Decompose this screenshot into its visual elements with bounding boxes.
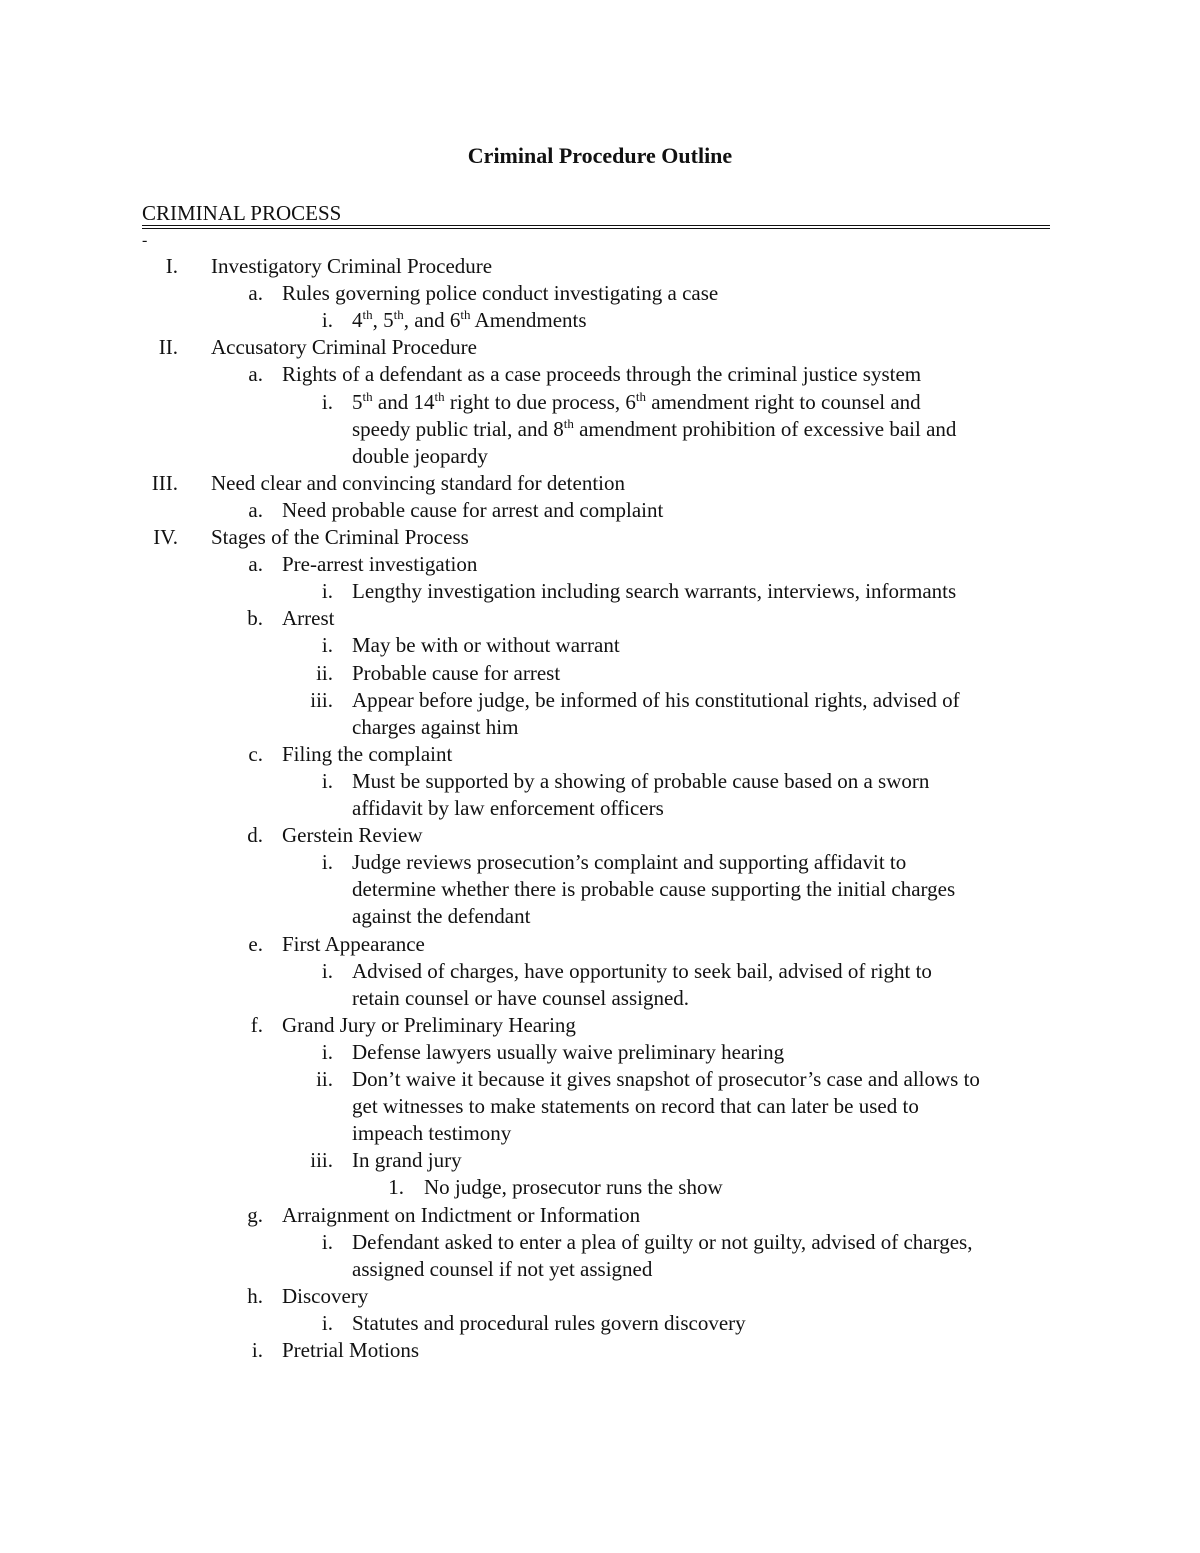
outline-line [0, 443, 1200, 470]
text-segment: 5 [352, 389, 363, 414]
text-segment: Pre-arrest investigation [282, 552, 478, 577]
text-segment: determine whether there is probable cause supporting the initial charges [352, 877, 956, 902]
outline-text [282, 822, 423, 849]
text-segment: Probable cause for arrest [352, 660, 561, 685]
text-segment: Appear before judge, be informed of his constitutional rights, advised of [352, 687, 960, 712]
outline-text [352, 985, 689, 1012]
text-segment: amendment prohibition of excessive bail and [573, 416, 957, 441]
outline-marker: d. [247, 823, 263, 848]
outline-text [352, 714, 518, 741]
outline-text [352, 1120, 511, 1147]
outline-marker: ii. [316, 1067, 333, 1091]
text-segment: First Appearance [282, 931, 425, 956]
text-segment: retain counsel or have counsel assigned. [352, 985, 690, 1010]
outline-marker: h. [247, 1283, 263, 1308]
section-heading: CRIMINAL PROCESS [142, 199, 1050, 229]
text-segment: amendment right to counsel and [646, 389, 921, 414]
ordinal-suffix: th [393, 307, 404, 323]
outline-text [352, 1093, 919, 1120]
text-segment: Stages of the Criminal Process [211, 525, 469, 549]
outline-line [0, 1012, 1200, 1039]
outline-line [0, 578, 1200, 605]
outline-line [0, 1310, 1200, 1337]
outline-line [0, 931, 1200, 958]
outline-marker: I. [165, 254, 178, 278]
page-title: Criminal Procedure Outline [467, 143, 733, 168]
outline-line [0, 741, 1200, 768]
ordinal-suffix: th [434, 388, 445, 404]
text-segment: Need clear and convincing standard for detention [211, 470, 626, 495]
outline-marker: 1. [388, 1175, 404, 1200]
outline-line [0, 849, 1200, 876]
outline-marker: iii. [310, 687, 333, 712]
text-segment: Filing the complaint [282, 741, 453, 766]
outline-line [0, 1174, 1200, 1201]
outline-text [352, 1039, 784, 1066]
outline-marker: i. [251, 1338, 263, 1362]
ordinal-suffix: th [563, 415, 574, 431]
text-segment: and 14 [372, 389, 435, 414]
outline-text [282, 931, 425, 958]
ordinal-suffix: th [362, 388, 373, 404]
text-segment: Statutes and procedural rules govern discovery [352, 1310, 746, 1335]
outline-marker: i. [321, 579, 333, 604]
outline-line [0, 361, 1200, 388]
text-segment: Rights of a defendant as a case proceeds through the criminal justice system [282, 362, 922, 387]
outline-text [352, 389, 921, 416]
outline-text [211, 253, 492, 280]
outline-text [211, 470, 625, 497]
text-segment: Advised of charges, have opportunity to seek bail, advised of right to [352, 958, 932, 983]
text-segment: No judge, prosecutor runs the show [424, 1175, 723, 1200]
text-segment: Don’t waive it because it gives snapshot of prosecutor’s case and allows to [352, 1067, 980, 1091]
outline-text [352, 1256, 652, 1283]
outline-marker: i. [321, 1310, 333, 1335]
outline-text [352, 416, 956, 443]
outline-marker: i. [321, 958, 333, 983]
text-segment: Lengthy investigation including search warrants, interviews, informants [352, 579, 957, 604]
text-segment: affidavit by law enforcement officers [352, 796, 664, 820]
outline-text [282, 1283, 368, 1310]
outline-text [352, 795, 664, 822]
outline-line [0, 1066, 1200, 1093]
outline-line [0, 280, 1200, 307]
outline-line [0, 389, 1200, 416]
outline-text [282, 1337, 419, 1364]
outline-line [0, 1093, 1200, 1120]
outline-line [0, 1283, 1200, 1310]
text-segment: right to due process, 6 [444, 389, 636, 414]
ordinal-suffix: th [635, 388, 646, 404]
outline-line [0, 714, 1200, 741]
outline-marker: i. [321, 1039, 333, 1064]
text-segment: Must be supported by a showing of probable cause based on a sworn [352, 768, 930, 793]
outline-text [424, 1174, 723, 1201]
outline-marker: II. [158, 335, 178, 360]
text-segment: assigned counsel if not yet assigned [352, 1256, 653, 1281]
outline-marker: e. [248, 931, 263, 956]
text-segment: speedy public trial, and 8 [352, 416, 564, 441]
outline-text [352, 687, 960, 714]
outline-line [0, 334, 1200, 361]
outline-marker: ii. [316, 660, 333, 685]
outline-line [0, 470, 1200, 497]
text-segment: Defense lawyers usually waive preliminary hearing [352, 1039, 785, 1064]
text-segment: Arrest [282, 606, 335, 631]
outline-text [352, 307, 587, 334]
outline-text [211, 524, 469, 551]
outline-line [0, 551, 1200, 578]
outline-line [0, 605, 1200, 632]
outline-line [0, 497, 1200, 524]
text-segment: Amendments [470, 308, 587, 333]
text-segment: Rules governing police conduct investigating a case [282, 281, 719, 306]
outline-text [352, 849, 906, 876]
outline-marker: i. [321, 308, 333, 333]
outline-text [352, 768, 929, 795]
outline-marker: g. [247, 1202, 263, 1227]
outline-line [0, 524, 1200, 551]
text-segment: Arraignment on Indictment or Information [282, 1202, 641, 1227]
outline-line [0, 1039, 1200, 1066]
outline-text [352, 660, 560, 687]
outline-marker: f. [250, 1012, 263, 1037]
outline-line [0, 795, 1200, 822]
outline-text [352, 1310, 746, 1337]
outline-line [0, 1147, 1200, 1174]
ordinal-suffix: th [362, 307, 373, 323]
ordinal-suffix: th [460, 307, 471, 323]
text-segment: Grand Jury or Preliminary Hearing [282, 1012, 576, 1037]
outline-line [0, 822, 1200, 849]
text-segment: Accusatory Criminal Procedure [211, 335, 477, 360]
outline-text [352, 1147, 462, 1174]
outline-marker: IV. [153, 525, 178, 549]
outline-line [0, 958, 1200, 985]
outline-line [0, 876, 1200, 903]
text-segment: , and 6 [403, 308, 461, 333]
outline-line [0, 632, 1200, 659]
outline-text [352, 443, 488, 470]
outline-line [0, 416, 1200, 443]
outline-text [352, 876, 955, 903]
outline-text [282, 1202, 640, 1229]
text-segment: Defendant asked to enter a plea of guilty or not guilty, advised of charges, [352, 1229, 973, 1254]
outline-text [352, 578, 956, 605]
outline-text [282, 551, 477, 578]
text-segment: 4 [352, 308, 363, 333]
text-segment: Pretrial Motions [282, 1338, 420, 1362]
outline-line [0, 1337, 1200, 1364]
outline-line [0, 687, 1200, 714]
stray-mark: - [142, 232, 148, 249]
outline-text [352, 903, 530, 930]
outline-text [282, 361, 921, 388]
outline-text [211, 334, 477, 361]
outline-marker: i. [321, 768, 333, 793]
outline-marker: i. [321, 389, 333, 414]
outline-line [0, 903, 1200, 930]
outline-marker: i. [321, 850, 333, 875]
text-segment: Gerstein Review [282, 823, 423, 848]
outline-marker: i. [321, 633, 333, 658]
outline-marker: a. [248, 497, 263, 522]
outline-text [352, 958, 932, 985]
outline-line [0, 253, 1200, 280]
outline-marker: iii. [310, 1148, 333, 1173]
text-segment: double jeopardy [352, 443, 488, 468]
outline-text [282, 280, 718, 307]
text-segment: charges against him [352, 714, 519, 739]
outline-line [0, 1202, 1200, 1229]
outline-marker: c. [248, 741, 263, 766]
outline-line [0, 660, 1200, 687]
outline-text [282, 497, 663, 524]
outline-line [0, 768, 1200, 795]
outline-marker: a. [248, 362, 263, 387]
outline-text [352, 632, 620, 659]
outline-marker: i. [321, 1229, 333, 1254]
outline-line [0, 1120, 1200, 1147]
text-segment: against the defendant [352, 904, 531, 929]
outline-marker: III. [151, 470, 178, 495]
outline-line [0, 1256, 1200, 1283]
text-segment: impeach testimony [352, 1121, 512, 1146]
outline-text [282, 605, 334, 632]
outline-line [0, 307, 1200, 334]
text-segment: May be with or without warrant [352, 633, 620, 658]
text-segment: get witnesses to make statements on record that can later be used to [352, 1094, 919, 1119]
text-segment: Investigatory Criminal Procedure [211, 254, 493, 278]
text-segment: , 5 [372, 308, 394, 333]
outline-line [0, 985, 1200, 1012]
text-segment: In grand jury [352, 1148, 462, 1173]
outline-marker: b. [247, 606, 263, 631]
outline-text [282, 1012, 576, 1039]
outline-text [352, 1066, 980, 1093]
text-segment: Discovery [282, 1283, 369, 1308]
text-segment: Judge reviews prosecution’s complaint and supporting affidavit to [352, 850, 907, 875]
outline-marker: a. [248, 281, 263, 306]
outline-marker: a. [248, 552, 263, 577]
outline-line [0, 1229, 1200, 1256]
outline-text [282, 741, 452, 768]
text-segment: Need probable cause for arrest and complaint [282, 497, 664, 522]
outline-text [352, 1229, 972, 1256]
